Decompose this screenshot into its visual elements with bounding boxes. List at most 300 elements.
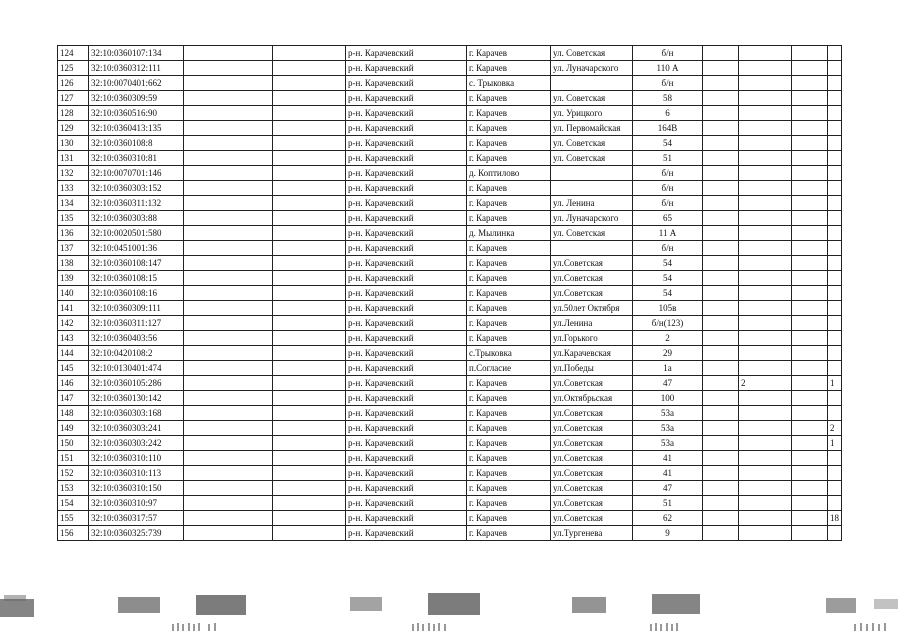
empty-cell [273,196,346,211]
value-cell-a [739,511,792,526]
house-number-cell: 58 [633,91,703,106]
house-number-cell: 65 [633,211,703,226]
street-cell: ул.Октябрьская [551,391,633,406]
empty-cell [703,301,739,316]
table-row [58,391,842,406]
district-cell: р-н. Карачевский [346,361,467,376]
cadastral-number-cell: 32:10:0070401:662 [89,76,184,91]
locality-cell: г. Карачев [467,286,551,301]
value-cell-b [828,241,842,256]
value-cell-b: 2 [828,421,842,436]
district-cell: р-н. Карачевский [346,286,467,301]
empty-cell [273,106,346,121]
empty-cell [273,436,346,451]
street-cell: ул.Ленина [551,316,633,331]
empty-cell [273,376,346,391]
empty-cell [273,511,346,526]
value-cell-b: 1 [828,436,842,451]
value-cell-b [828,106,842,121]
empty-cell [184,346,273,361]
table-row [58,241,842,256]
empty-cell [792,46,828,61]
table-row [58,136,842,151]
empty-cell [703,91,739,106]
cadastral-number-cell: 32:10:0360303:241 [89,421,184,436]
empty-cell [184,526,273,541]
empty-cell [703,436,739,451]
value-cell-b [828,301,842,316]
empty-cell [792,166,828,181]
table-row [58,106,842,121]
district-cell: р-н. Карачевский [346,256,467,271]
table-row [58,316,842,331]
cadastral-number-cell: 32:10:0360311:132 [89,196,184,211]
table-row [58,526,842,541]
table-row [58,406,842,421]
empty-cell [184,136,273,151]
street-cell: ул. Советская [551,136,633,151]
value-cell-a [739,466,792,481]
district-cell: р-н. Карачевский [346,376,467,391]
street-cell [551,181,633,196]
row-number-cell: 135 [58,211,89,226]
value-cell-b [828,196,842,211]
district-cell: р-н. Карачевский [346,301,467,316]
empty-cell [792,406,828,421]
empty-cell [703,406,739,421]
empty-cell [792,391,828,406]
locality-cell: г. Карачев [467,196,551,211]
value-cell-b [828,151,842,166]
value-cell-a [739,346,792,361]
street-cell: ул.Советская [551,286,633,301]
cadastral-number-cell: 32:10:0360312:111 [89,61,184,76]
cadastral-number-cell: 32:10:0360303:242 [89,436,184,451]
locality-cell: д. Коптилово [467,166,551,181]
locality-cell: г. Карачев [467,241,551,256]
empty-cell [703,226,739,241]
house-number-cell: 53а [633,406,703,421]
row-number-cell: 156 [58,526,89,541]
row-number-cell: 125 [58,61,89,76]
row-number-cell: 137 [58,241,89,256]
empty-cell [703,466,739,481]
row-number-cell: 129 [58,121,89,136]
empty-cell [792,451,828,466]
row-number-cell: 147 [58,391,89,406]
empty-cell [273,451,346,466]
empty-cell [184,256,273,271]
district-cell: р-н. Карачевский [346,496,467,511]
table-row [58,481,842,496]
cadastral-number-cell: 32:10:0360516:90 [89,106,184,121]
empty-cell [273,256,346,271]
empty-cell [273,181,346,196]
table-row [58,301,842,316]
locality-cell: г. Карачев [467,46,551,61]
district-cell: р-н. Карачевский [346,271,467,286]
empty-cell [184,181,273,196]
table-row [58,61,842,76]
table-row [58,196,842,211]
value-cell-b [828,346,842,361]
street-cell: ул.Советская [551,271,633,286]
empty-cell [792,211,828,226]
value-cell-a [739,496,792,511]
cadastral-number-cell: 32:10:0360311:127 [89,316,184,331]
row-number-cell: 152 [58,466,89,481]
empty-cell [184,271,273,286]
empty-cell [703,361,739,376]
cadastral-number-cell: 32:10:0360303:152 [89,181,184,196]
empty-cell [703,376,739,391]
value-cell-a [739,271,792,286]
row-number-cell: 139 [58,271,89,286]
value-cell-a [739,211,792,226]
value-cell-b [828,496,842,511]
house-number-cell: 53а [633,436,703,451]
cadastral-number-cell: 32:10:0360310:150 [89,481,184,496]
empty-cell [273,241,346,256]
locality-cell: г. Карачев [467,256,551,271]
district-cell: р-н. Карачевский [346,436,467,451]
value-cell-a [739,256,792,271]
empty-cell [703,271,739,286]
empty-cell [273,166,346,181]
locality-cell: г. Карачев [467,106,551,121]
locality-cell: г. Карачев [467,451,551,466]
locality-cell: п.Согласие [467,361,551,376]
table-row [58,166,842,181]
table-row [58,181,842,196]
street-cell: ул.Советская [551,256,633,271]
locality-cell: г. Карачев [467,151,551,166]
district-cell: р-н. Карачевский [346,346,467,361]
empty-cell [273,61,346,76]
street-cell: ул. Советская [551,46,633,61]
district-cell: р-н. Карачевский [346,391,467,406]
table-row [58,361,842,376]
empty-cell [184,466,273,481]
value-cell-a [739,91,792,106]
house-number-cell: б/н [633,181,703,196]
row-number-cell: 144 [58,346,89,361]
empty-cell [792,466,828,481]
cadastral-number-cell: 32:10:0360108:15 [89,271,184,286]
empty-cell [792,436,828,451]
empty-cell [792,526,828,541]
empty-cell [184,376,273,391]
house-number-cell: 54 [633,136,703,151]
value-cell-b [828,391,842,406]
row-number-cell: 151 [58,451,89,466]
empty-cell [184,421,273,436]
value-cell-b [828,211,842,226]
value-cell-b [828,481,842,496]
empty-cell [273,211,346,226]
street-cell: ул.Советская [551,481,633,496]
empty-cell [184,316,273,331]
empty-cell [703,241,739,256]
district-cell: р-н. Карачевский [346,106,467,121]
street-cell: ул. Луначарского [551,61,633,76]
district-cell: р-н. Карачевский [346,46,467,61]
street-cell [551,76,633,91]
locality-cell: г. Карачев [467,466,551,481]
value-cell-b [828,46,842,61]
street-cell: ул.Советская [551,511,633,526]
district-cell: р-н. Карачевский [346,91,467,106]
empty-cell [703,391,739,406]
empty-cell [792,511,828,526]
district-cell: р-н. Карачевский [346,241,467,256]
empty-cell [703,421,739,436]
locality-cell: г. Карачев [467,136,551,151]
locality-cell: г. Карачев [467,421,551,436]
empty-cell [184,391,273,406]
district-cell: р-н. Карачевский [346,226,467,241]
empty-cell [792,91,828,106]
street-cell: ул.Горького [551,331,633,346]
table-row [58,331,842,346]
empty-cell [273,136,346,151]
house-number-cell: 164В [633,121,703,136]
value-cell-a [739,181,792,196]
empty-cell [792,316,828,331]
house-number-cell: 47 [633,376,703,391]
cadastral-number-cell: 32:10:0451001:36 [89,241,184,256]
table-row [58,286,842,301]
house-number-cell: 54 [633,271,703,286]
empty-cell [184,151,273,166]
cadastral-number-cell: 32:10:0020501:580 [89,226,184,241]
table-row [58,271,842,286]
value-cell-a [739,361,792,376]
cadastral-number-cell: 32:10:0360310:110 [89,451,184,466]
cadastral-registry-table [57,45,842,541]
row-number-cell: 127 [58,91,89,106]
row-number-cell: 134 [58,196,89,211]
street-cell: ул.Советская [551,466,633,481]
district-cell: р-н. Карачевский [346,316,467,331]
empty-cell [703,496,739,511]
registry-sheet [57,45,842,541]
street-cell: ул.Советская [551,451,633,466]
empty-cell [273,421,346,436]
value-cell-b [828,61,842,76]
row-number-cell: 142 [58,316,89,331]
locality-cell: г. Карачев [467,271,551,286]
registry-table-body [58,46,842,541]
empty-cell [703,196,739,211]
house-number-cell: 51 [633,496,703,511]
street-cell: ул.Советская [551,406,633,421]
empty-cell [792,61,828,76]
empty-cell [184,106,273,121]
empty-cell [792,361,828,376]
empty-cell [703,256,739,271]
empty-cell [273,271,346,286]
empty-cell [184,286,273,301]
empty-cell [273,301,346,316]
value-cell-b [828,361,842,376]
value-cell-a [739,46,792,61]
district-cell: р-н. Карачевский [346,481,467,496]
empty-cell [273,496,346,511]
empty-cell [703,166,739,181]
value-cell-a [739,301,792,316]
value-cell-a [739,526,792,541]
house-number-cell: 6 [633,106,703,121]
street-cell: ул. Урицкого [551,106,633,121]
empty-cell [703,61,739,76]
locality-cell: г. Карачев [467,496,551,511]
house-number-cell: 47 [633,481,703,496]
empty-cell [703,181,739,196]
district-cell: р-н. Карачевский [346,121,467,136]
empty-cell [184,76,273,91]
empty-cell [184,361,273,376]
value-cell-a: 2 [739,376,792,391]
locality-cell: г. Карачев [467,211,551,226]
street-cell [551,241,633,256]
empty-cell [703,286,739,301]
district-cell: р-н. Карачевский [346,466,467,481]
empty-cell [792,226,828,241]
row-number-cell: 153 [58,481,89,496]
empty-cell [703,76,739,91]
empty-cell [273,226,346,241]
empty-cell [703,211,739,226]
empty-cell [184,166,273,181]
row-number-cell: 124 [58,46,89,61]
locality-cell: д. Мылинка [467,226,551,241]
table-row [58,121,842,136]
empty-cell [703,151,739,166]
empty-cell [792,106,828,121]
table-row [58,151,842,166]
house-number-cell: 100 [633,391,703,406]
house-number-cell: б/н [633,46,703,61]
table-row [58,211,842,226]
row-number-cell: 133 [58,181,89,196]
table-row [58,436,842,451]
house-number-cell: 9 [633,526,703,541]
house-number-cell: 11 А [633,226,703,241]
district-cell: р-н. Карачевский [346,406,467,421]
empty-cell [703,316,739,331]
street-cell: ул. Советская [551,91,633,106]
cadastral-number-cell: 32:10:0070701:146 [89,166,184,181]
value-cell-a [739,391,792,406]
value-cell-a [739,286,792,301]
empty-cell [792,121,828,136]
locality-cell: г. Карачев [467,181,551,196]
value-cell-b [828,136,842,151]
value-cell-a [739,136,792,151]
value-cell-a [739,331,792,346]
cadastral-number-cell: 32:10:0360310:113 [89,466,184,481]
empty-cell [184,121,273,136]
empty-cell [703,46,739,61]
empty-cell [273,46,346,61]
house-number-cell: б/н [633,196,703,211]
empty-cell [792,331,828,346]
empty-cell [273,391,346,406]
empty-cell [273,286,346,301]
empty-cell [184,331,273,346]
value-cell-b [828,121,842,136]
street-cell: ул. Советская [551,226,633,241]
house-number-cell: 54 [633,256,703,271]
empty-cell [792,241,828,256]
row-number-cell: 154 [58,496,89,511]
row-number-cell: 145 [58,361,89,376]
house-number-cell: б/н(123) [633,316,703,331]
street-cell: ул.Советская [551,496,633,511]
district-cell: р-н. Карачевский [346,166,467,181]
house-number-cell: б/н [633,76,703,91]
empty-cell [184,451,273,466]
empty-cell [184,406,273,421]
empty-cell [273,346,346,361]
street-cell: ул.Победы [551,361,633,376]
empty-cell [792,496,828,511]
locality-cell: г. Карачев [467,481,551,496]
house-number-cell: 110 А [633,61,703,76]
house-number-cell: 62 [633,511,703,526]
table-row [58,76,842,91]
row-number-cell: 126 [58,76,89,91]
table-row [58,256,842,271]
street-cell: ул.Карачевская [551,346,633,361]
value-cell-b [828,166,842,181]
cadastral-number-cell: 32:10:0360413:135 [89,121,184,136]
street-cell [551,166,633,181]
row-number-cell: 155 [58,511,89,526]
value-cell-b [828,286,842,301]
empty-cell [703,136,739,151]
locality-cell: г. Карачев [467,511,551,526]
cadastral-number-cell: 32:10:0130401:474 [89,361,184,376]
cadastral-number-cell: 32:10:0360108:8 [89,136,184,151]
street-cell: ул.Тургенева [551,526,633,541]
cadastral-number-cell: 32:10:0360310:97 [89,496,184,511]
row-number-cell: 130 [58,136,89,151]
locality-cell: г. Карачев [467,331,551,346]
row-number-cell: 143 [58,331,89,346]
value-cell-b [828,91,842,106]
locality-cell: г. Карачев [467,61,551,76]
house-number-cell: 1а [633,361,703,376]
value-cell-a [739,421,792,436]
cadastral-number-cell: 32:10:0360108:147 [89,256,184,271]
street-cell: ул. Первомайская [551,121,633,136]
table-row [58,466,842,481]
value-cell-a [739,166,792,181]
cadastral-number-cell: 32:10:0360309:111 [89,301,184,316]
value-cell-b [828,271,842,286]
empty-cell [184,301,273,316]
empty-cell [184,511,273,526]
district-cell: р-н. Карачевский [346,181,467,196]
empty-cell [273,76,346,91]
house-number-cell: 29 [633,346,703,361]
district-cell: р-н. Карачевский [346,211,467,226]
empty-cell [792,196,828,211]
house-number-cell: 41 [633,451,703,466]
locality-cell: г. Карачев [467,391,551,406]
